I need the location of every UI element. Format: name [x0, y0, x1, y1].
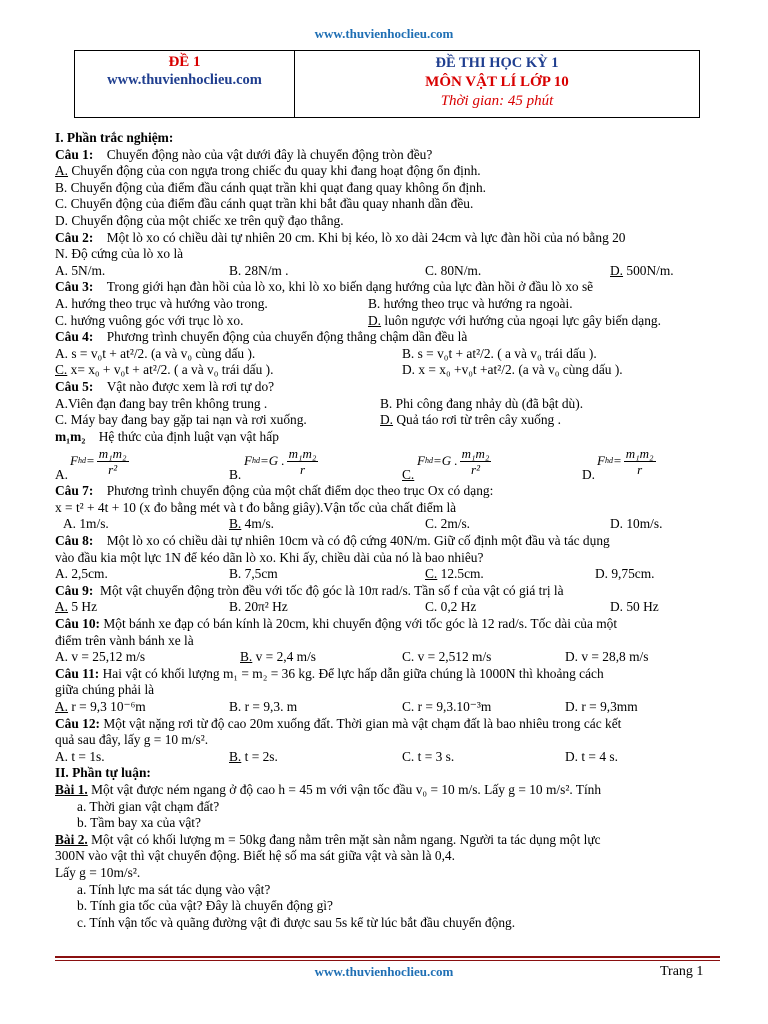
problem-text: Một vật có khối lượng m = 50kg đang nằm trên mặt sàn nằm ngang. Người ta tác dụng một lực: [87, 831, 601, 847]
problem-2-gravity: Lấy g = 10m/s².: [55, 864, 141, 880]
header-right-cell: [295, 51, 699, 117]
q-text: Hai vật có khối lượng m₁ = m₂ = 36 kg. Để lực hấp dẫn giữa chúng là 1000N thì khoảng cách: [102, 665, 604, 681]
q11-options: [55, 699, 720, 716]
option-c: C. 12.5cm.: [425, 566, 484, 582]
problem-number: Bài 1.: [55, 781, 88, 797]
q2-text-cont: N. Độ cứng của lò xo là: [55, 246, 184, 262]
option-c: C. Máy bay đang bay gặp tai nạn và rơi xuống.: [55, 412, 307, 428]
header-left-cell: [75, 51, 295, 117]
option-a: A. v = 25,12 m/s: [55, 649, 146, 665]
q9-options: [55, 599, 720, 616]
question-6: [55, 429, 720, 446]
question-2: [55, 230, 720, 247]
q12-text-cont: quả sau đây, lấy g = 10 m/s².: [55, 732, 209, 748]
q-text: Vật nào được xem là rơi tự do?: [106, 378, 275, 394]
q2-options: [55, 263, 720, 280]
q-number: Câu 1:: [55, 146, 94, 162]
q1-option-b: B. Chuyển động của điểm đầu cánh quạt trần khi quạt đang quay không ổn định.: [55, 179, 487, 195]
question-1: [55, 147, 720, 164]
footer-divider-thin: [55, 960, 720, 961]
subject-title: MÔN VẬT LÍ LỚP 10: [425, 74, 569, 90]
option-d: D. Quả táo rơi từ trên cây xuống .: [380, 412, 561, 428]
option-b: B. 28N/m .: [229, 262, 289, 278]
problem-2-part-a: a. Tính lực ma sát tác dụng vào vật?: [77, 881, 271, 897]
option-d: D. luôn ngược với hướng của ngoại lực gây biến dạng.: [368, 312, 661, 328]
q12-options: [55, 749, 720, 766]
q-number: m₁m₂: [55, 428, 86, 444]
problem-1-part-b: b. Tầm bay xa của vật?: [77, 815, 201, 831]
q-number: Câu 5:: [55, 378, 94, 394]
q-text: Phương trình chuyển động của chuyển động thẳng chậm dần đều là: [106, 329, 468, 345]
problem-1-part-a: a. Thời gian vật chạm đất?: [77, 798, 220, 814]
q-text: Một vật chuyển động tròn đều với tốc độ góc là 10π rad/s. Tần số f của vật có giá trị là: [100, 582, 564, 598]
question-3: [55, 279, 720, 296]
option-d: D. r = 9,3mm: [565, 699, 638, 714]
q1-option-a: [55, 163, 720, 180]
q10-text-cont: điểm trên vành bánh xe là: [55, 632, 194, 648]
q7-text-cont: x = t² + 4t + 10 (x đo bằng mét và t đo bằng giây).Vận tốc của chất điểm là: [55, 499, 457, 515]
q-text: Hệ thức của định luật vạn vật hấp: [98, 428, 279, 444]
option-d: D. 9,75cm.: [595, 566, 655, 582]
section-multiple-choice: I. Phần trắc nghiệm:: [55, 130, 174, 145]
option-c: C. hướng vuông góc với trục lò xo.: [55, 312, 244, 328]
q-text: Một lò xo có chiều dài tự nhiên 10cm và có độ cứng 40N/m. Giữ cố định một đầu và tác dụng: [106, 533, 610, 549]
option-c: C. 2m/s.: [425, 516, 471, 532]
problem-2-part-b: b. Tính gia tốc của vật? Đây là chuyển động gì?: [77, 898, 333, 914]
q5-options-ab: [55, 396, 720, 413]
q7-options: [55, 516, 720, 533]
problem-2-text-cont: 300N vào vật thì vật chuyển động. Biết hệ số ma sát giữa vật và sàn là 0,4.: [55, 848, 455, 864]
q-number: Câu 4:: [55, 329, 94, 345]
option-text: Chuyển động của con ngựa trong chiếc đu quay khi đang hoạt động ổn định.: [68, 163, 481, 179]
question-11: [55, 666, 720, 683]
option-c: C. 80N/m.: [425, 262, 482, 278]
q11-text-cont: giữa chúng phải là: [55, 682, 155, 698]
problem-number: Bài 2.: [55, 831, 88, 847]
option-d: D. t = 4 s.: [565, 748, 618, 764]
q-text: Chuyển động nào của vật dưới đây là chuyển động tròn đều?: [106, 146, 433, 162]
option-b: B. 20π² Hz: [229, 599, 288, 615]
q-number: Câu 7:: [55, 483, 94, 499]
q-text: Một bánh xe đạp có bán kính là 20cm, khi chuyển động với tốc góc là 12 rad/s. Tốc dài của một: [103, 616, 618, 632]
option-a: A. 1m/s.: [63, 516, 109, 532]
option-d: D. 50 Hz: [610, 599, 659, 615]
option-d: D. x = x₀ +v₀t +at²/2. (a và v₀ cùng dấu ).: [402, 362, 623, 378]
top-site-link[interactable]: www.thuvienhoclieu.com: [314, 26, 454, 41]
problem-2: [55, 832, 720, 849]
question-8: [55, 533, 720, 550]
exam-code: ĐỀ 1: [168, 54, 201, 70]
option-c: C. 0,2 Hz: [425, 599, 477, 615]
option-b: B. s = v₀t + at²/2. ( a và v₀ trái dấu ).: [402, 345, 597, 361]
exam-title: ĐỀ THI HỌC KỲ 1: [435, 55, 559, 71]
q10-options: [55, 649, 720, 666]
exam-duration: Thời gian: 45 phút: [440, 93, 554, 109]
problem-2-part-c: c. Tính vận tốc và quãng đường vật đi được sau 5s kể từ lúc bắt đầu chuyển động.: [77, 914, 516, 930]
q3-options-cd: [55, 313, 720, 330]
q4-options-cd: [55, 362, 720, 379]
footer-divider: [55, 956, 720, 958]
question-7: [55, 483, 720, 500]
q-text: Phương trình chuyển động của một chất điểm dọc theo trục Ox có dạng:: [106, 483, 494, 499]
question-9: [55, 583, 720, 600]
q-text: Một vật nặng rơi từ độ cao 20m xuống đất. Thời gian mà vật chạm đất là bao nhiêu trong các kết: [103, 715, 622, 731]
q-number: Câu 2:: [55, 229, 94, 245]
option-a: A. r = 9,3 10⁻⁶m: [55, 699, 146, 714]
q-number: Câu 11:: [55, 665, 100, 681]
question-12: [55, 716, 720, 733]
q1-option-c: C. Chuyển động của điểm đầu cánh quạt trần khi bắt đầu quay nhanh dần đều.: [55, 196, 474, 212]
option-a: A. 5N/m.: [55, 262, 106, 278]
option-c: C. r = 9,3.10⁻³m: [402, 699, 492, 714]
q1-option-d: D. Chuyển động của một chiếc xe trên quỹ đạo thẳng.: [55, 212, 344, 228]
problem-text: Một vật được ném ngang ở độ cao h = 45 m với vận tốc đầu v₀ = 10 m/s. Lấy g = 10 m/s². Tính: [87, 781, 602, 797]
q8-options: [55, 566, 720, 583]
option-a: A. hướng theo trục và hướng vào trong.: [55, 295, 268, 311]
option-b: B. v = 2,4 m/s: [240, 649, 317, 665]
q-text: Một lò xo có chiều dài tự nhiên 20 cm. Khi bị kéo, lò xo dài 24cm và lực đàn hồi của nó bằng 20: [106, 229, 626, 245]
option-c: C. t = 3 s.: [402, 748, 455, 764]
option-a: A. s = v₀t + at²/2. (a và v₀ cùng dấu ).: [55, 345, 256, 361]
q-text: Trong giới hạn đàn hồi của lò xo, khi lò xo biến dạng hướng của lực đàn hồi ở đầu lò xo sẽ: [106, 279, 594, 295]
option-d: D. 500N/m.: [610, 262, 674, 278]
question-4: [55, 329, 720, 346]
option-a: A. 2,5cm.: [55, 566, 108, 582]
q-number: Câu 3:: [55, 279, 94, 295]
problem-1: [55, 782, 720, 799]
q8-text-cont: vào đầu kia một lực 1N để kéo dãn lò xo. Khi ấy, chiều dài của nó là bao nhiêu?: [55, 549, 484, 565]
option-b: B. 7,5cm: [229, 566, 278, 582]
q-number: Câu 9:: [55, 582, 94, 598]
page-number: Trang 1: [660, 964, 704, 979]
q-number: Câu 8:: [55, 533, 94, 549]
q-number: Câu 12:: [55, 715, 101, 731]
option-b: B. r = 9,3. m: [229, 699, 298, 714]
option-d: D. 10m/s.: [610, 516, 663, 532]
question-10: [55, 616, 720, 633]
option-c: C. x= x₀ + v₀t + at²/2. ( a và v₀ trái dấu ).: [55, 362, 274, 378]
exam-header-box: [74, 50, 700, 118]
option-b: B. Phi công đang nhảy dù (đã bật dù).: [380, 395, 584, 411]
exam-content: [55, 128, 720, 931]
q4-options-ab: [55, 346, 720, 363]
option-b: B. t = 2s.: [229, 748, 278, 764]
section-essay: II. Phần tự luận:: [55, 765, 151, 781]
option-d: D. v = 28,8 m/s: [565, 649, 649, 665]
q6-options: A. F hd = $\frac{\text{m₁m₂}}{\text{r²}}$ B. F hd = G . $\frac{\text{m₁m₂}}{r}$ C. F hd = G . $\frac{\text{m₁m₂}}{\text{r²}}$ D. F hd = $\frac{\text{m₁m₂}}{r}$: [55, 446, 654, 482]
footer-site-link[interactable]: www.thuvienhoclieu.com: [314, 964, 454, 979]
option-c: C. v = 2,512 m/s: [402, 649, 492, 665]
q-number: Câu 10:: [55, 616, 101, 632]
option-a: A. t = 1s.: [55, 748, 105, 764]
q3-options-ab: [55, 296, 720, 313]
header-site-link[interactable]: www.thuvienhoclieu.com: [107, 72, 262, 88]
q5-options-cd: [55, 412, 720, 429]
correct-label: A.: [55, 163, 69, 179]
option-a: A. 5 Hz: [55, 599, 98, 615]
option-b: B. 4m/s.: [229, 516, 275, 532]
option-a: A.Viên đạn đang bay trên không trung .: [55, 395, 268, 411]
question-5: [55, 379, 720, 396]
option-b: B. hướng theo trục và hướng ra ngoài.: [368, 295, 573, 311]
